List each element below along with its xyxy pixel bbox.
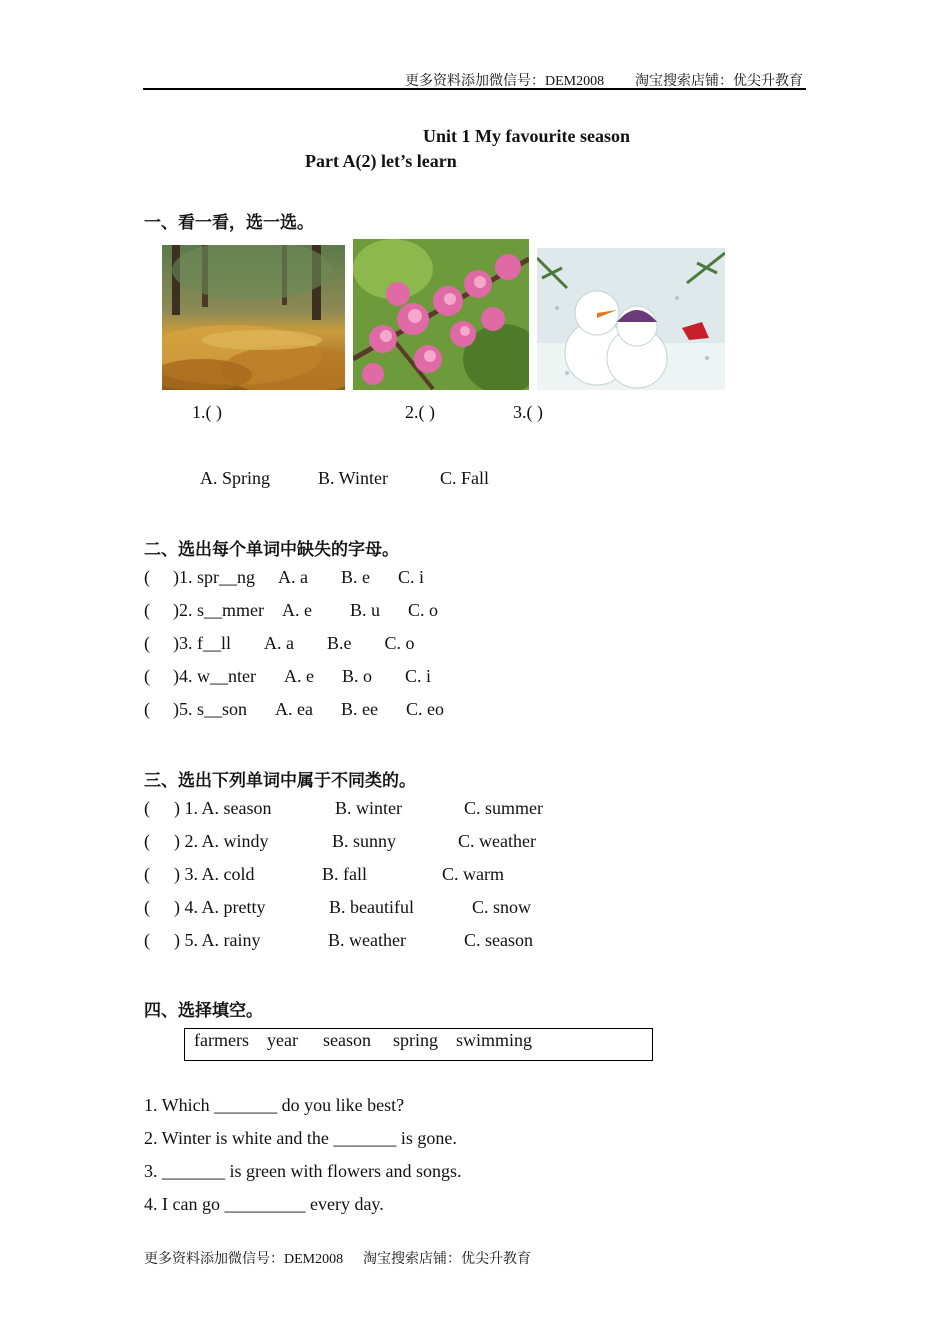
option-b: B. weather — [328, 930, 406, 950]
section4-heading: 四、选择填空。 — [144, 1001, 263, 1021]
spring-blossom-icon — [353, 239, 529, 390]
question-text: )1. spr__ng — [173, 567, 255, 587]
question-text: )2. s__mmer — [173, 600, 264, 620]
word-bank-year: year — [267, 1030, 298, 1050]
list-item — [144, 798, 150, 819]
option-c: C. i — [398, 567, 425, 587]
choice-spring: A. Spring — [200, 468, 271, 488]
option-a: A. a — [264, 633, 294, 653]
page-title: Unit 1 My favourite season — [423, 126, 630, 146]
question-text: )5. s__son — [173, 699, 248, 719]
option-b: B. fall — [322, 864, 367, 884]
option-b: B. winter — [335, 798, 402, 818]
section2-heading: 二、选出每个单词中缺失的字母。 — [144, 540, 399, 560]
image3-answer-blank[interactable]: 3.( ) — [513, 402, 543, 422]
option-c: C. snow — [472, 897, 532, 917]
option-b: B. u — [349, 600, 380, 620]
option-a: A. e — [283, 666, 314, 686]
option-c: C. summer — [464, 798, 543, 818]
section1-heading: 一、看一看，选一选。 — [144, 213, 314, 233]
question-text: )4. w__nter — [173, 666, 256, 686]
word-bank-swimming: swimming — [456, 1030, 533, 1050]
question-text: ) 2. A. windy — [174, 831, 269, 851]
choice-fall: C. Fall — [440, 468, 490, 488]
list-item — [144, 600, 438, 621]
option-c: C. o — [384, 633, 415, 653]
option-a: A. ea — [275, 699, 313, 719]
question-text: ) 4. A. pretty — [174, 897, 266, 917]
answer-paren[interactable]: ( — [144, 567, 150, 587]
word-bank-spring: spring — [393, 1030, 438, 1050]
list-item — [144, 699, 444, 720]
winter-snowman-icon — [537, 248, 725, 390]
list-item — [144, 930, 150, 951]
list-item — [144, 567, 424, 588]
option-b: B.e — [327, 633, 352, 653]
fill-sentence-3[interactable]: 3. _______ is green with flowers and songs. — [144, 1161, 462, 1181]
fill-sentence-4[interactable]: 4. I can go _________ every day. — [144, 1194, 384, 1214]
question-text: )3. f__ll — [173, 633, 231, 653]
word-bank-season: season — [323, 1030, 371, 1050]
list-item — [144, 864, 150, 885]
question-text: ) 5. A. rainy — [174, 930, 261, 950]
question-text: ) 3. A. cold — [174, 864, 255, 884]
image1-answer-blank[interactable]: 1.( ) — [192, 402, 222, 422]
answer-paren[interactable]: ( — [144, 864, 150, 884]
option-b: B. sunny — [332, 831, 397, 851]
list-item — [144, 897, 150, 918]
footer-shop: 淘宝搜索店铺：优尖升教育 — [363, 1252, 531, 1267]
option-c: C. i — [405, 666, 432, 686]
section3-heading: 三、选出下列单词中属于不同类的。 — [144, 771, 416, 791]
question-text: ) 1. A. season — [174, 798, 272, 818]
answer-paren[interactable]: ( — [144, 666, 150, 686]
option-b: B. o — [341, 666, 372, 686]
header-shop: 淘宝搜索店铺：优尖升教育 — [635, 74, 803, 89]
option-a: A. e — [281, 600, 312, 620]
answer-paren[interactable]: ( — [144, 699, 150, 719]
option-c: C. season — [464, 930, 533, 950]
list-item — [144, 831, 150, 852]
fall-leaves-icon — [162, 245, 345, 390]
option-c: C. weather — [458, 831, 536, 851]
answer-paren[interactable]: ( — [144, 831, 150, 851]
footer-wechat: 更多资料添加微信号：DEM2008 — [144, 1252, 344, 1267]
answer-paren[interactable]: ( — [144, 633, 150, 653]
option-a: A. a — [278, 567, 308, 587]
list-item — [144, 633, 415, 654]
fill-sentence-1[interactable]: 1. Which _______ do you like best? — [144, 1095, 405, 1115]
answer-paren[interactable]: ( — [144, 897, 150, 917]
choice-winter: B. Winter — [318, 468, 388, 488]
word-bank-farmers: farmers — [194, 1030, 249, 1050]
option-c: C. eo — [405, 699, 444, 719]
header-divider — [143, 88, 806, 90]
option-b: B. beautiful — [329, 897, 414, 917]
header-wechat: 更多资料添加微信号：DEM2008 — [405, 74, 605, 89]
list-item — [144, 666, 431, 687]
answer-paren[interactable]: ( — [144, 798, 150, 818]
page-subtitle: Part A(2) let’s learn — [305, 151, 457, 171]
fill-sentence-2[interactable]: 2. Winter is white and the _______ is gone. — [144, 1128, 457, 1148]
answer-paren[interactable]: ( — [144, 930, 150, 950]
answer-paren[interactable]: ( — [144, 600, 150, 620]
image2-answer-blank[interactable]: 2.( ) — [405, 402, 435, 422]
option-b: B. ee — [341, 699, 378, 719]
option-c: C. o — [408, 600, 439, 620]
option-c: C. warm — [442, 864, 504, 884]
option-b: B. e — [341, 567, 370, 587]
